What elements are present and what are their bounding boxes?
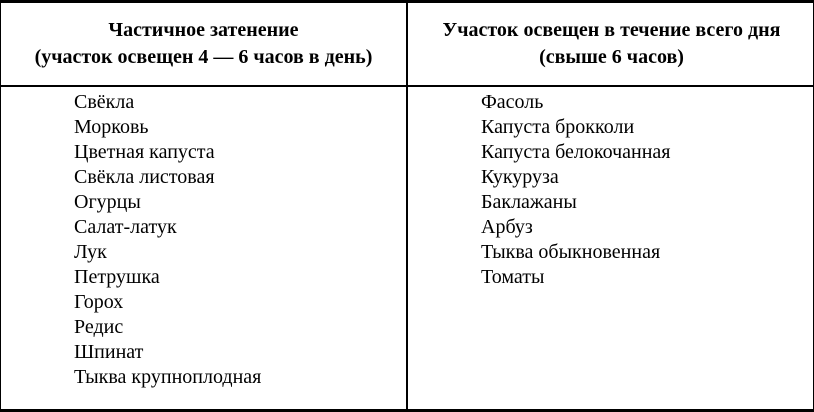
list-item: Свёкла листовая [74, 166, 215, 188]
list-item: Горох [74, 291, 124, 313]
header-partial-shade-title: Частичное затенение [108, 19, 299, 41]
header-cell-full-sun [408, 3, 814, 85]
list-item: Арбуз [481, 216, 533, 238]
header-partial-shade-subtitle: (участок освещен 4 — 6 часов в день) [34, 46, 373, 68]
body-cell-partial-shade-list [1, 87, 408, 409]
list-item: Огурцы [74, 191, 141, 213]
list-item: Томаты [481, 266, 545, 288]
list-item: Тыква крупноплодная [74, 366, 262, 388]
list-item: Петрушка [74, 266, 160, 288]
list-item: Цветная капуста [74, 141, 215, 163]
list-item: Фасоль [481, 91, 544, 113]
body-cell-full-sun-list [408, 87, 814, 409]
list-item: Шпинат [74, 341, 144, 363]
list-item: Морковь [74, 116, 149, 138]
list-item: Редис [74, 316, 124, 338]
header-full-sun-subtitle: (свыше 6 часов) [539, 46, 684, 68]
list-item: Капуста белокочанная [481, 141, 671, 163]
list-item: Капуста брокколи [481, 116, 635, 138]
list-item: Тыква обыкновенная [481, 241, 661, 263]
header-cell-partial-shade [1, 3, 408, 85]
list-item: Кукуруза [481, 166, 559, 188]
header-full-sun-title: Участок освещен в течение всего дня [442, 19, 781, 41]
list-item: Баклажаны [481, 191, 577, 213]
list-item: Свёкла [74, 91, 135, 113]
table-body-row [1, 87, 813, 409]
table-header-row [1, 3, 813, 87]
list-item: Лук [74, 241, 107, 263]
list-item: Салат-латук [74, 216, 177, 238]
